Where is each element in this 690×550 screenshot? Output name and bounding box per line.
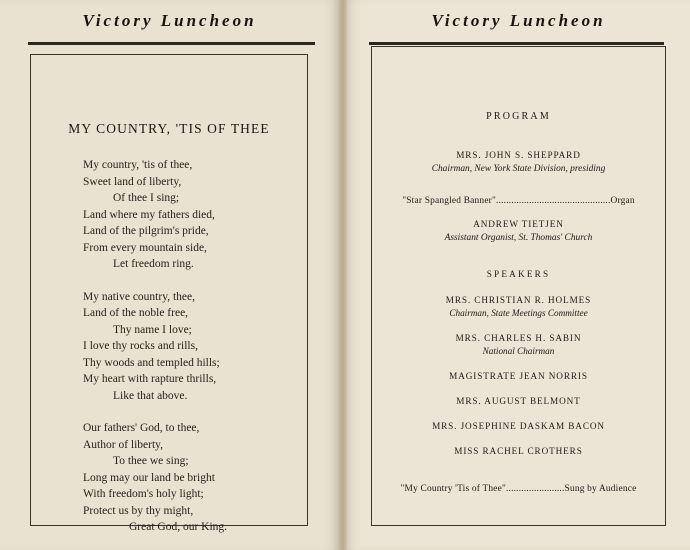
hymn-line: Author of liberty, — [83, 438, 164, 451]
hymn-line: Let freedom ring. — [113, 258, 194, 270]
speaker-name: MRS. AUGUST BELMONT — [456, 396, 581, 406]
organist-role: Assistant Organist, St. Thomas' Church — [444, 233, 593, 243]
speakers-heading: SPEAKERS — [486, 269, 551, 279]
spacer — [384, 245, 653, 269]
right-page-content — [372, 47, 665, 525]
hymn-line: Of thee I sing; — [113, 192, 180, 204]
right-page-frame — [371, 46, 666, 526]
hymn-title: MY COUNTRY, 'TIS OF THEE — [68, 121, 270, 136]
left-page-frame — [30, 54, 308, 533]
hymn-line: With freedom's holy light; — [83, 488, 204, 500]
speaker-role: National Chairman — [482, 346, 555, 356]
hymn-stanza-2 — [83, 289, 255, 405]
hymn-line: My country, 'tis of thee, — [83, 159, 193, 171]
music-line: "Star Spangled Banner".............................................Organ — [402, 196, 635, 206]
speaker-name: MRS. CHRISTIAN R. HOLMES — [445, 295, 592, 305]
presiding-role: Chairman, New York State Division, presiding — [431, 164, 606, 174]
spacer — [384, 208, 653, 217]
hymn-line: Land where my fathers died, — [83, 208, 215, 221]
right-page — [347, 0, 690, 550]
page-gutter — [339, 0, 347, 550]
hymn-line: Our fathers' God, to thee, — [83, 422, 200, 434]
left-page-header — [0, 0, 339, 42]
right-header-title: Victory Luncheon — [431, 11, 606, 30]
speaker-name: MAGISTRATE JEAN NORRIS — [449, 371, 588, 381]
hymn-line: Like that above. — [113, 389, 188, 402]
hymn-stanza-1 — [83, 157, 255, 273]
hymn-line: Thy woods and templed hills; — [83, 356, 220, 369]
hymn-stanza-3 — [83, 420, 255, 536]
hymn-line: Sweet land of liberty, — [83, 175, 182, 188]
left-page-content — [31, 55, 307, 533]
left-header-rule — [28, 42, 315, 45]
hymn-line: Great God, our King. — [129, 521, 228, 533]
right-page-header — [347, 0, 690, 42]
speaker-role: Chairman, State Meetings Committee — [449, 308, 588, 318]
organist-name: ANDREW TIETJEN — [473, 219, 564, 229]
hymn-line: I love thy rocks and rills, — [83, 340, 198, 352]
program-heading: PROGRAM — [486, 111, 551, 122]
hymn-line: Land of the pilgrim's pride, — [83, 225, 209, 237]
closing-line: "My Country 'Tis of Thee".......................Sung by Audience — [400, 484, 637, 494]
speaker-name: MRS. JOSEPHINE DASKAM BACON — [432, 421, 605, 431]
left-page — [0, 0, 339, 550]
hymn-line: My heart with rapture thrills, — [83, 373, 217, 385]
hymn-line: Land of the noble free, — [83, 307, 189, 319]
hymn-line: My native country, thee, — [83, 290, 195, 303]
speaker-name: MRS. CHARLES H. SABIN — [455, 333, 582, 343]
presiding-name: MRS. JOHN S. SHEPPARD — [456, 150, 581, 160]
hymn-line: Thy name I love; — [113, 323, 192, 336]
left-header-title: Victory Luncheon — [82, 11, 257, 30]
spacer — [384, 176, 653, 194]
speaker-name: MISS RACHEL CROTHERS — [454, 446, 583, 456]
hymn-line: To thee we sing; — [113, 455, 189, 467]
hymn-line: From every mountain side, — [83, 241, 207, 254]
hymn-line: Long may our land be bright — [83, 471, 215, 484]
right-header-rule — [369, 42, 664, 45]
hymn-line: Protect us by thy might, — [83, 504, 194, 517]
spacer — [384, 458, 653, 482]
